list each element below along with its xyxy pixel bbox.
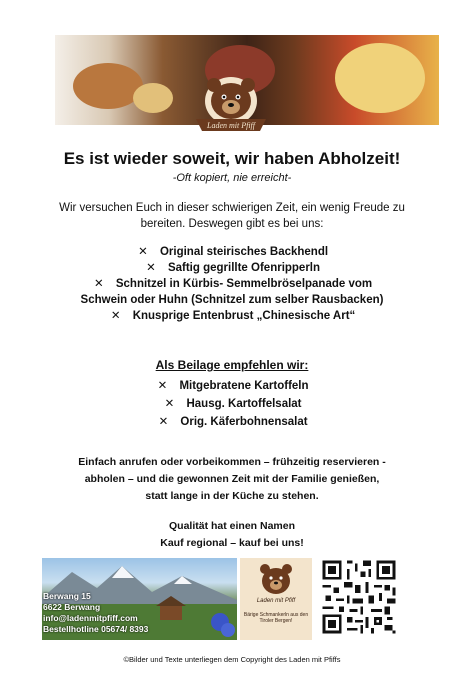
sides-item bbox=[30, 378, 434, 394]
schnitzel-plate-image bbox=[335, 43, 425, 113]
sides-item-label: Hausg. Kartoffelsalat bbox=[186, 398, 302, 410]
card-text: Bärige Schmankerln aus den Tiroler Bergen! bbox=[243, 612, 309, 624]
fork-knife-icon: ✕ bbox=[110, 310, 121, 322]
contact-hotline[interactable]: Bestellhotline 05674/ 8393 bbox=[43, 624, 149, 634]
copyright-footer: ©Bilder und Texte unterliegen dem Copyright des Laden mit Pfiffs bbox=[123, 655, 341, 664]
contact-street: Berwang 15 bbox=[43, 591, 91, 601]
logo-card bbox=[240, 558, 312, 640]
sides-item bbox=[30, 396, 434, 412]
sides-item-label: Mitgebratene Kartoffeln bbox=[179, 380, 309, 392]
roast-chicken-image bbox=[73, 63, 143, 109]
fork-knife-icon: ✕ bbox=[157, 380, 168, 392]
menu-item-label: Schnitzel in Kürbis- Semmelbröselpanade vom bbox=[115, 278, 373, 290]
sides-list bbox=[30, 378, 434, 430]
menu-item bbox=[30, 276, 434, 292]
fork-knife-icon: ✕ bbox=[164, 398, 175, 410]
menu-list bbox=[30, 244, 434, 324]
cta-line: statt lange in der Küche zu stehen. bbox=[145, 490, 319, 502]
fork-knife-icon: ✕ bbox=[158, 416, 169, 428]
fork-knife-icon: ✕ bbox=[94, 278, 104, 290]
intro-text bbox=[40, 200, 424, 232]
contact-email[interactable]: info@ladenmitpfiff.com bbox=[43, 613, 138, 623]
logo-text: Laden mit Pfiff bbox=[207, 121, 255, 130]
fork-knife-icon: ✕ bbox=[138, 246, 148, 258]
sides-heading: Als Beilage empfehlen wir: bbox=[155, 358, 309, 372]
card-title: Laden mit Pfiff bbox=[256, 598, 296, 604]
page-subline: -Oft kopiert, nie erreicht- bbox=[172, 172, 292, 184]
intro-line: Wir versuchen Euch in dieser schwierigen Zeit, ein wenig Freude zu bbox=[59, 202, 405, 214]
menu-item bbox=[30, 260, 434, 276]
contact-block bbox=[43, 591, 148, 635]
menu-item-label: Original steirisches Backhendl bbox=[159, 246, 329, 258]
call-to-action bbox=[50, 454, 414, 505]
menu-item-label: Knusprige Entenbrust „Chinesische Art“ bbox=[132, 310, 356, 322]
cta-line: Einfach anrufen oder vorbeikommen – frühzeitig reservieren - bbox=[78, 456, 386, 468]
menu-item-continued: Schwein oder Huhn (Schnitzel zum selber Rausbacken) bbox=[80, 294, 384, 306]
potatoes-image bbox=[133, 83, 173, 113]
menu-item bbox=[30, 244, 434, 260]
laden-mit-pfiff-logo bbox=[190, 75, 272, 135]
quality-line: Qualität hat einen Namen bbox=[168, 520, 296, 532]
page-headline: Es ist wieder soweit, wir haben Abholzeit! bbox=[63, 149, 401, 168]
sides-item-label: Orig. Käferbohnensalat bbox=[180, 416, 308, 428]
qr-code[interactable] bbox=[320, 558, 398, 636]
cta-line: abholen – und die gewonnen Zeit mit der Familie genießen, bbox=[84, 473, 380, 485]
fork-knife-icon: ✕ bbox=[146, 262, 156, 274]
quality-slogan bbox=[50, 518, 414, 552]
sides-item bbox=[30, 414, 434, 430]
bear-icon bbox=[256, 562, 296, 598]
contact-city: 6622 Berwang bbox=[43, 602, 101, 612]
intro-line: bereiten. Deswegen gibt es bei uns: bbox=[140, 218, 324, 230]
menu-item bbox=[30, 308, 434, 324]
menu-item-label: Saftig gegrillte Ofenripperln bbox=[167, 262, 321, 274]
quality-line: Kauf regional – kauf bei uns! bbox=[160, 537, 304, 549]
